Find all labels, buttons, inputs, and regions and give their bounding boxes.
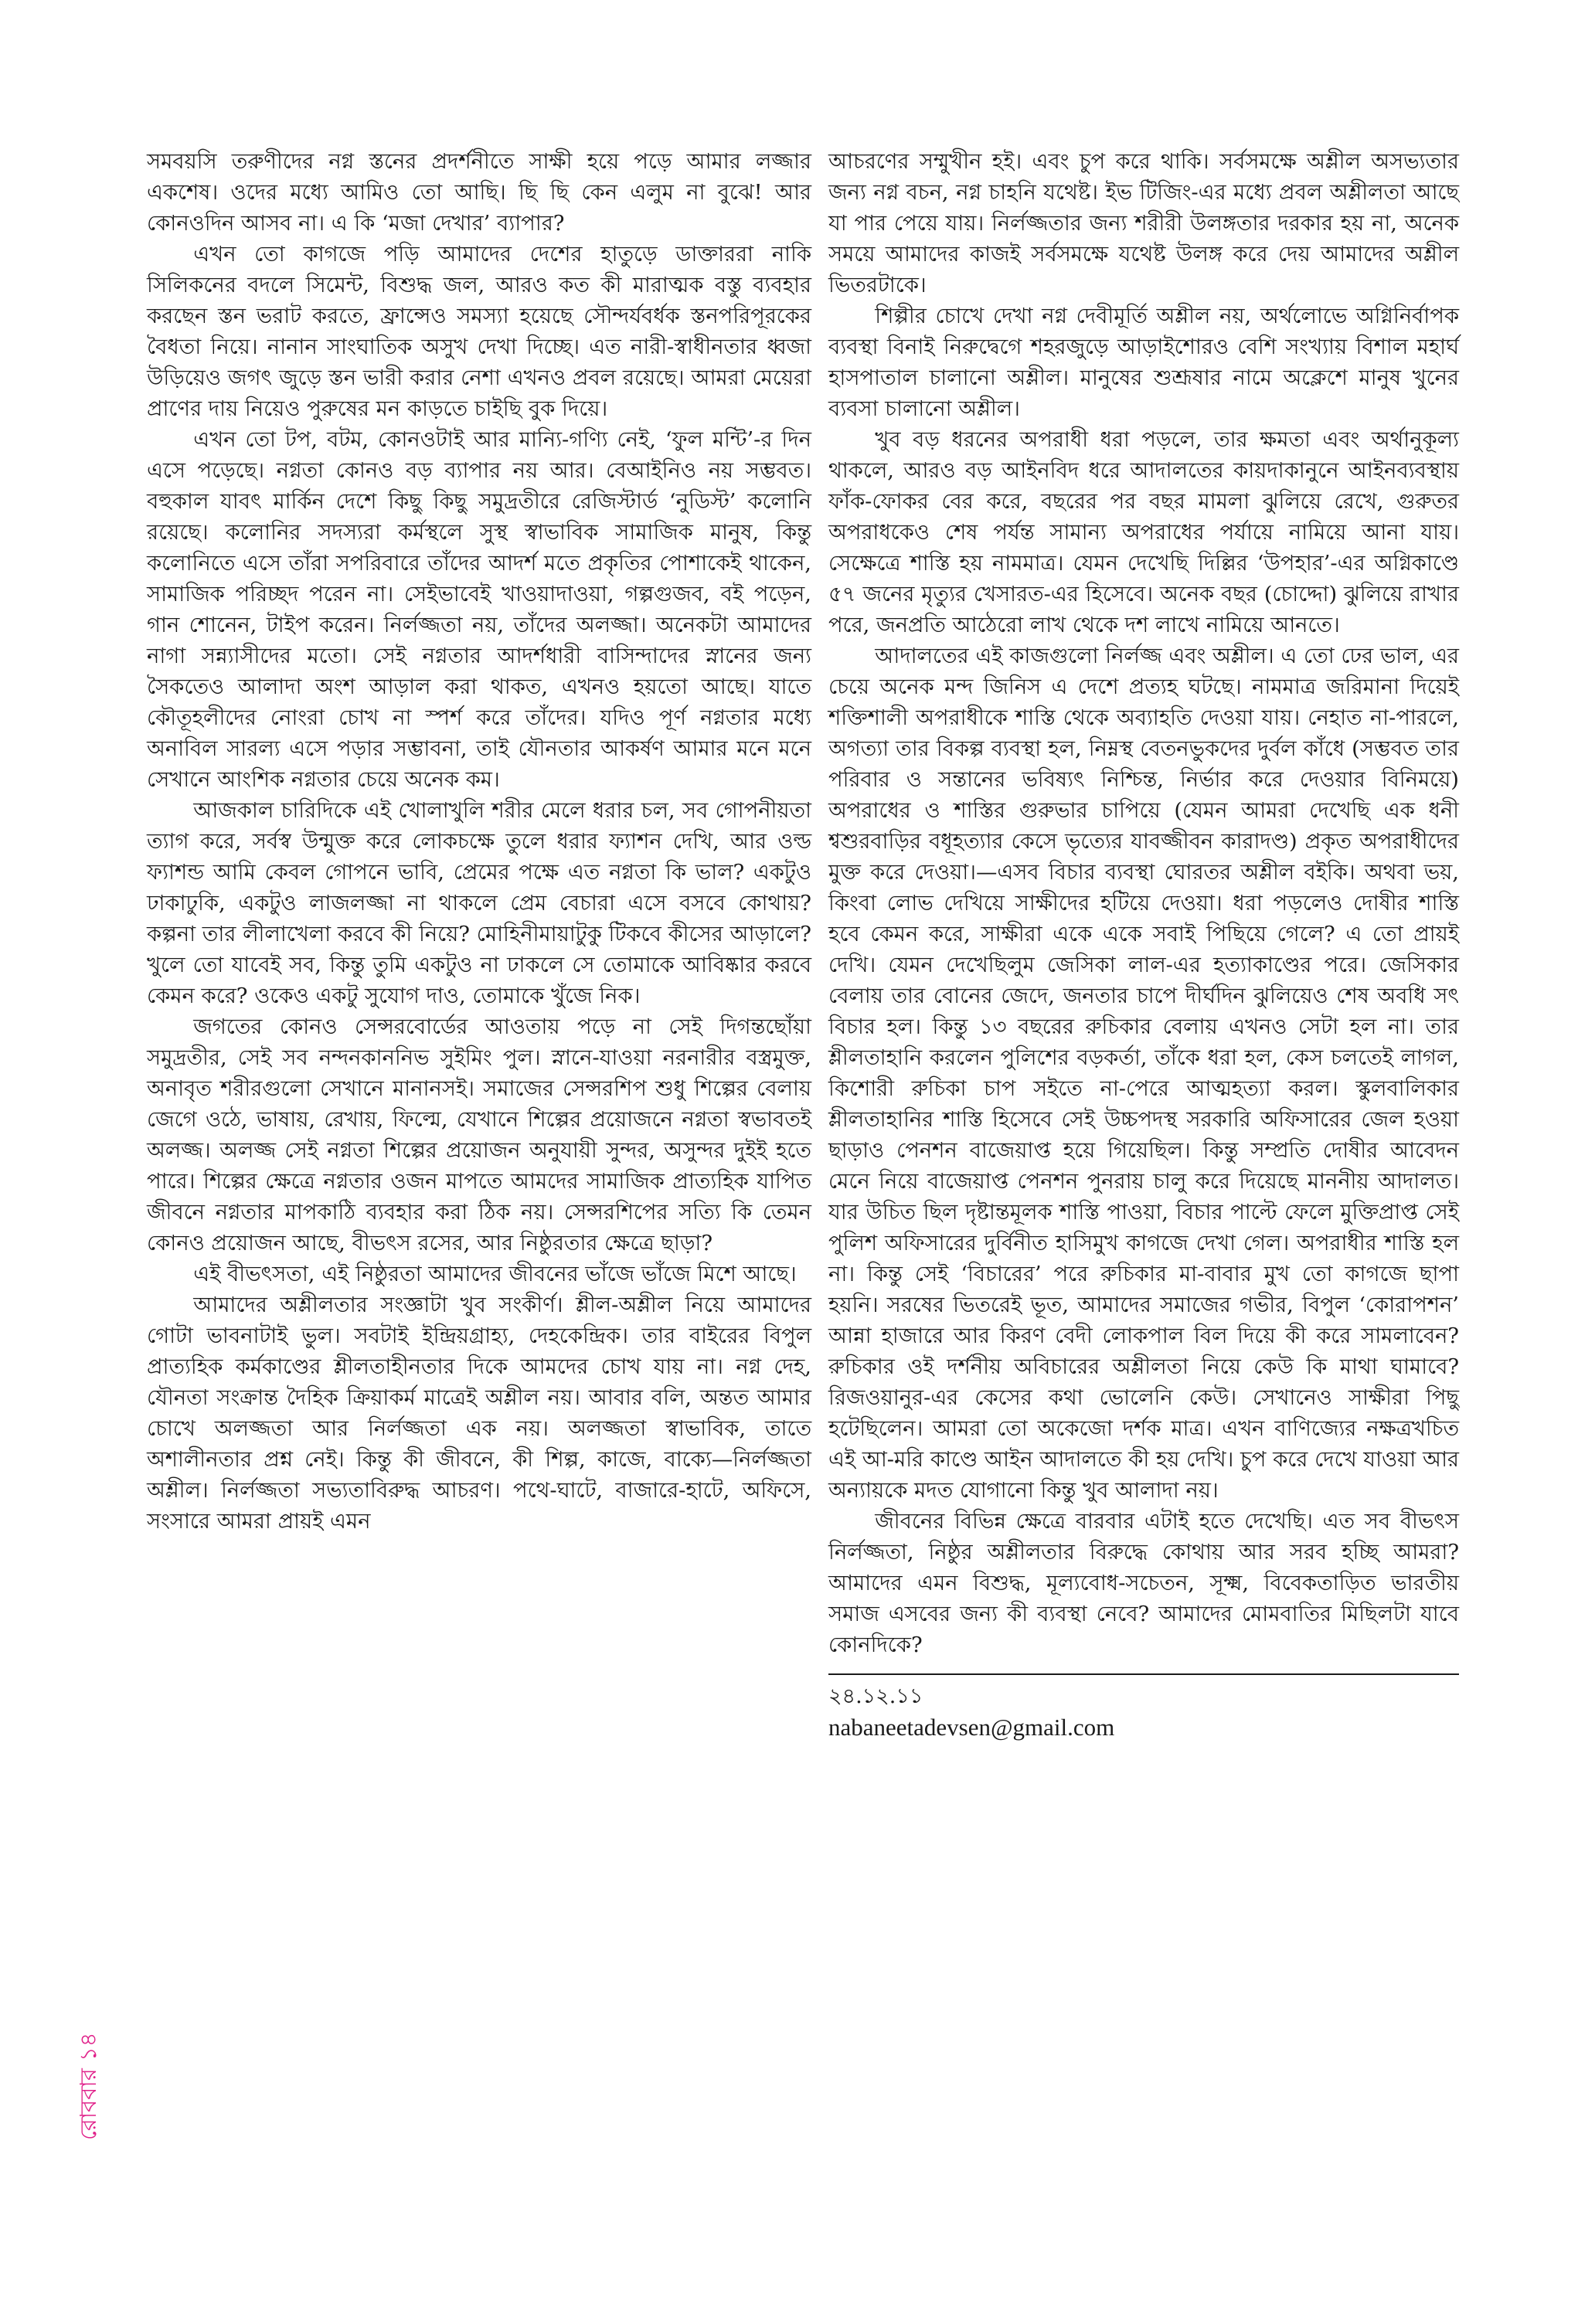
paragraph: এখন তো কাগজে পড়ি আমাদের দেশের হাতুড়ে ডাক্তাররা নাকি সিলিকনের বদলে সিমেন্ট, বিশুদ্ধ জল, আরও কত কী মারাত্মক বস্তু ব্যবহার করছেন স্তন ভরাট করতে, ফ্রান্সেও সমস্যা হয়েছে সৌন্দর্যবর্ধক স্তনপরিপূরকের বৈধতা নিয়ে। নানান সাংঘাতিক অসুখ দেখা দিচ্ছে। এত নারী-স্বাধীনতার ধ্বজা উড়িয়েও জগৎ জুড়ে স্তন ভারী করার নেশা এখনও প্রবল রয়েছে। আমরা মেয়েরা প্রাণের দায় নিয়েও পুরুষের মন কাড়তে চাইছি বুক দিয়ে। bbox=[147, 243, 811, 421]
paragraph: আজকাল চারিদিকে এই খোলাখুলি শরীর মেলে ধরার চল, সব গোপনীয়তা ত্যাগ করে, সর্বস্ব উন্মুক্ত করে লোকচক্ষে তুলে ধরার ফ্যাশন দেখি, আর ওল্ড ফ্যাশন্ড আমি কেবল গোপনে ভাবি, প্রেমের পক্ষে এত নগ্নতা কি ভাল? একটুও ঢাকাঢুকি, একটুও লাজলজ্জা না থাকলে প্রেম বেচারা এসে বসবে কোথায়? কল্পনা তার লীলাখেলা করবে কী নিয়ে? মোহিনীমায়াটুকু টিকবে কীসের আড়ালে? খুলে তো যাবেই সব, কিন্তু তুমি একটুও না ঢাকলে সে তোমাকে আবিষ্কার করবে কেমন করে? ওকেও একটু সুযোগ দাও, তোমাকে খুঁজে নিক। bbox=[147, 799, 811, 1008]
paragraph: এখন তো টপ, বটম, কোনওটাই আর মান্যি-গণ্যি নেই, ‘ফুল মন্টি’-র দিন এসে পড়েছে। নগ্নতা কোনও বড় ব্যাপার নয় আর। বেআইনিও নয় সম্ভবত। বহুকাল যাবৎ মার্কিন দেশে কিছু কিছু সমুদ্রতীরে রেজিস্টার্ড ‘নুডিস্ট’ কলোনি রয়েছে। কলোনির সদস্যরা কর্মস্থলে সুস্থ স্বাভাবিক সামাজিক মানুষ, কিন্তু কলোনিতে এসে তাঁরা সপরিবারে তাঁদের আদর্শ মতে প্রকৃতির পোশাকেই থাকেন, সামাজিক পরিচ্ছদ পরেন না। সেইভাবেই খাওয়াদাওয়া, গল্পগুজব, বই পড়েন, গান শোনেন, টাইপ করেন। নির্লজ্জতা নয়, তাঁদের অলজ্জা। অনেকটা আমাদের নাগা সন্ন্যাসীদের মতো। সেই নগ্নতার আদর্শধারী বাসিন্দাদের স্নানের জন্য সৈকতেও আলাদা অংশ আড়াল করা থাকত, এখনও হয়তো আছে। যাতে কৌতূহলীদের নোংরা চোখ না স্পর্শ করে তাঁদের। যদিও পূর্ণ নগ্নতার মধ্যে অনাবিল সারল্য এসে পড়ার সম্ভাবনা, তাই যৌনতার আকর্ষণ আমার মনে মনে সেখানে আংশিক নগ্নতার চেয়ে অনেক কম। bbox=[147, 428, 811, 792]
paragraph: আমাদের অশ্লীলতার সংজ্ঞাটা খুব সংকীর্ণ। শ্লীল-অশ্লীল নিয়ে আমাদের গোটা ভাবনাটাই ভুল। সবটাই ইন্দ্রিয়গ্রাহ্য, দেহকেন্দ্রিক। তার বাইরের বিপুল প্রাত্যহিক কর্মকাণ্ডের শ্লীলতাহীনতার দিকে আমদের চোখ যায় না। নগ্ন দেহ, যৌনতা সংক্রান্ত দৈহিক ক্রিয়াকর্ম মাত্রেই অশ্লীল নয়। আবার বলি, অন্তত আমার চোখে অলজ্জতা আর নির্লজ্জতা এক নয়। অলজ্জতা স্বাভাবিক, তাতে অশালীনতার প্রশ্ন নেই। কিন্তু কী জীবনে, কী শিল্প, কাজে, বাক্যে—নির্লজ্জতা অশ্লীল। নির্লজ্জতা সভ্যতাবিরুদ্ধ আচরণ। পথে-ঘাটে, বাজারে-হাটে, অফিসে, সংসারে আমরা প্রায়ই এমন bbox=[147, 1293, 811, 1534]
right-column bbox=[828, 147, 1459, 1743]
signature-divider bbox=[828, 1673, 1459, 1675]
author-email: nabaneetadevsen@gmail.com bbox=[828, 1714, 1115, 1741]
paragraph: খুব বড় ধরনের অপরাধী ধরা পড়লে, তার ক্ষমতা এবং অর্থানুকূল্য থাকলে, আরও বড় আইনবিদ ধরে আদালতের কায়দাকানুনে আইনব্যবস্থায় ফাঁক-ফোকর বের করে, বছরের পর বছর মামলা ঝুলিয়ে রেখে, গুরুতর অপরাধকেও শেষ পর্যন্ত সামান্য অপরাধের পর্যায়ে নামিয়ে আনা যায়। সেক্ষেত্রে শাস্তি হয় নামমাত্র। যেমন দেখেছি দিল্লির ‘উপহার’-এর অগ্নিকাণ্ডে ৫৭ জনের মৃত্যুর খেসারত-এর হিসেবে। অনেক বছর (চোদ্দো) ঝুলিয়ে রাখার পরে, জনপ্রতি আঠেরো লাখ থেকে দশ লাখে নামিয়ে আনতে। bbox=[828, 428, 1459, 637]
signature-date: ২৪.১২.১১ bbox=[828, 1684, 923, 1708]
paragraph: আদালতের এই কাজগুলো নির্লজ্জ এবং অশ্লীল। এ তো ঢের ভাল, এর চেয়ে অনেক মন্দ জিনিস এ দেশে প্রত্যহ ঘটছে। নামমাত্র জরিমানা দিয়েই শক্তিশালী অপরাধীকে শাস্তি থেকে অব্যাহতি দেওয়া যায়। নেহাত না-পারলে, অগত্যা তার বিকল্প ব্যবস্থা হল, নিম্নস্থ বেতনভুকদের দুর্বল কাঁধে (সম্ভবত তার পরিবার ও সন্তানের ভবিষ্যৎ নিশ্চিন্ত, নির্ভার করে দেওয়ার বিনিময়ে) অপরাধের ও শাস্তির গুরুভার চাপিয়ে (যেমন আমরা দেখেছি এক ধনী শ্বশুরবাড়ির বধূহত্যার কেসে ভৃত্যের যাবজ্জীবন কারাদণ্ড) প্রকৃত অপরাধীদের মুক্ত করে দেওয়া।—এসব বিচার ব্যবস্থা ঘোরতর অশ্লীল বইকি। অথবা ভয়, কিংবা লোভ দেখিয়ে সাক্ষীদের হটিয়ে দেওয়া। ধরা পড়লেও দোষীর শাস্তি হবে কেমন করে, সাক্ষীরা একে একে সবাই পিছিয়ে গেলে? এ তো প্রায়ই দেখি। যেমন দেখেছিলুম জেসিকা লাল-এর হত্যাকাণ্ডের পরে। জেসিকার বেলায় তার বোনের জেদে, জনতার চাপে দীর্ঘদিন ঝুলিয়েও শেষ অবধি সৎ বিচার হল। কিন্তু ১৩ বছরের রুচিকার বেলায় এখনও সেটা হল না। তার শ্লীলতাহানি করলেন পুলিশের বড়কর্তা, তাঁকে ধরা হল, কেস চলতেই লাগল, কিশোরী রুচিকা চাপ সইতে না-পেরে আত্মহত্যা করল। স্কুলবালিকার শ্লীলতাহানির শাস্তি হিসেবে সেই উচ্চপদস্থ সরকারি অফিসারের জেল হওয়া ছাড়াও পেনশন বাজেয়াপ্ত হয়ে গিয়েছিল। কিন্তু সম্প্রতি দোষীর আবেদন মেনে নিয়ে বাজেয়াপ্ত পেনশন পুনরায় চালু করে দিয়েছে মাননীয় আদালত। যার উচিত ছিল দৃষ্টান্তমূলক শাস্তি পাওয়া, বিচার পাল্টে ফেলে মুক্তিপ্রাপ্ত সেই পুলিশ অফিসারের দুর্বিনীত হাসিমুখ কাগজে দেখা গেল। অপরাধীর শাস্তি হল না। কিন্তু সেই ‘বিচারের’ পরে রুচিকার মা-বাবার মুখ তো কাগজে ছাপা হয়নি। সরষের ভিতরেই ভূত, আমাদের সমাজের গভীর, বিপুল ‘কোরাপশন’ আন্না হাজারে আর কিরণ বেদী লোকপাল বিল দিয়ে কী করে সামলাবেন? রুচিকার ওই দর্শনীয় অবিচারের অশ্লীলতা নিয়ে কেউ কি মাথা ঘামাবে? রিজওয়ানুর-এর কেসের কথা ভোলেনি কেউ। সেখানেও সাক্ষীরা পিছু হটেছিলেন। আমরা তো অকেজো দর্শক মাত্র। এখন বাণিজ্যের নক্ষত্রখচিত এই আ-মরি কাণ্ডে আইন আদালতে কী হয় দেখি। চুপ করে দেখে যাওয়া আর অন্যায়কে মদত যোগানো কিন্তু খুব আলাদা নয়। bbox=[828, 644, 1459, 1503]
left-column bbox=[147, 147, 811, 1537]
paragraph: সমবয়সি তরুণীদের নগ্ন স্তনের প্রদর্শনীতে সাক্ষী হয়ে পড়ে আমার লজ্জার একশেষ। ওদের মধ্যে আমিও তো আছি। ছি ছি কেন এলুম না বুঝে! আর কোনওদিন আসব না। এ কি ‘মজা দেখার’ ব্যাপার? bbox=[147, 150, 811, 236]
paragraph: জীবনের বিভিন্ন ক্ষেত্রে বারবার এটাই হতে দেখেছি। এত সব বীভৎস নির্লজ্জতা, নিষ্ঠুর অশ্লীলতার বিরুদ্ধে কোথায় আর সরব হচ্ছি আমরা? আমাদের এমন বিশুদ্ধ, মূল্যবোধ-সচেতন, সূক্ষ্ম, বিবেকতাড়িত ভারতীয় সমাজ এসবের জন্য কী ব্যবস্থা নেবে? আমাদের মোমবাতির মিছিলটা যাবে কোনদিকে? bbox=[828, 1510, 1459, 1657]
page-number-vertical: রোববার ১৪ bbox=[75, 2032, 101, 2140]
paragraph: এই বীভৎসতা, এই নিষ্ঠুরতা আমাদের জীবনের ভাঁজে ভাঁজে মিশে আছে। bbox=[193, 1262, 797, 1286]
paragraph: শিল্পীর চোখে দেখা নগ্ন দেবীমূর্তি অশ্লীল নয়, অর্থলোভে অগ্নিনির্বাপক ব্যবস্থা বিনাই নিরুদ্বেগে শহরজুড়ে আড়াইশোরও বেশি সংখ্যায় বিশাল মহার্ঘ হাসপাতাল চালানো অশ্লীল। মানুষের শুশ্রূষার নামে অক্লেশে মানুষ খুনের ব্যবসা চালানো অশ্লীল। bbox=[828, 304, 1459, 421]
paragraph: জগতের কোনও সেন্সরবোর্ডের আওতায় পড়ে না সেই দিগন্তছোঁয়া সমুদ্রতীর, সেই সব নন্দনকাননিভ সুইমিং পুল। স্নানে-যাওয়া নরনারীর বস্ত্রমুক্ত, অনাবৃত শরীরগুলো সেখানে মানানসই। সমাজের সেন্সরশিপ শুধু শিল্পের বেলায় জেগে ওঠে, ভাষায়, রেখায়, ফিল্মে, যেখানে শিল্পের প্রয়োজনে নগ্নতা স্বভাবতই অলজ্জ। অলজ্জ সেই নগ্নতা শিল্পের প্রয়োজন অনুযায়ী সুন্দর, অসুন্দর দুইই হতে পারে। শিল্পের ক্ষেত্রে নগ্নতার ওজন মাপতে আমদের সামাজিক প্রাত্যহিক যাপিত জীবনে নগ্নতার মাপকাঠি ব্যবহার করা ঠিক নয়। সেন্সরশিপের সত্যি কি তেমন কোনও প্রয়োজন আছে, বীভৎস রসের, আর নিষ্ঠুরতার ক্ষেত্রে ছাড়া? bbox=[147, 1015, 811, 1255]
paragraph: আচরণের সম্মুখীন হই। এবং চুপ করে থাকি। সর্বসমক্ষে অশ্লীল অসভ্যতার জন্য নগ্ন বচন, নগ্ন চাহনি যথেষ্ট। ইভ টিজিং-এর মধ্যে প্রবল অশ্লীলতা আছে যা পার পেয়ে যায়। নির্লজ্জতার জন্য শরীরী উলঙ্গতার দরকার হয় না, অনেক সময়ে আমাদের কাজই সর্বসমক্ষে যথেষ্ট উলঙ্গ করে দেয় আমাদের অশ্লীল ভিতরটাকে। bbox=[828, 150, 1459, 297]
